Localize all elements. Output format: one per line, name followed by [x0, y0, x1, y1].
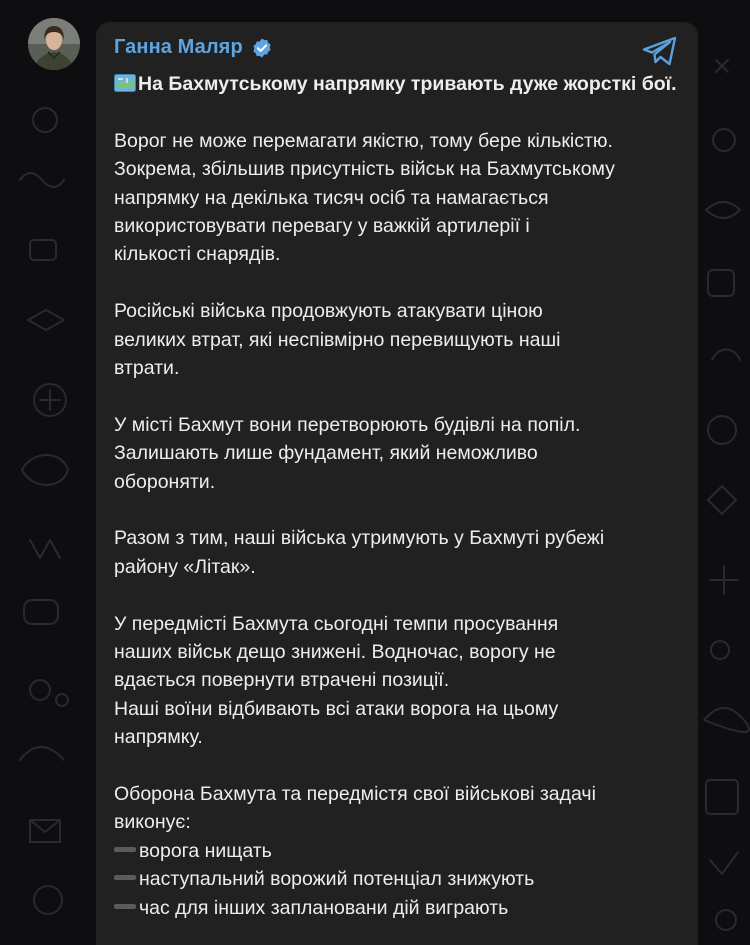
paragraph-2: [114, 297, 688, 382]
author-header: [114, 36, 273, 59]
text-line: втрати.: [114, 357, 180, 380]
text-line: Оборона Бахмута та передмістя свої військові задачі: [114, 783, 596, 806]
text-line: Залишають лише фундамент, який неможливо: [114, 442, 538, 465]
text-line: У передмісті Бахмута сьогодні темпи просування: [114, 612, 559, 635]
paragraph-4: [114, 524, 688, 581]
paragraph-1: [114, 127, 688, 269]
map-flag-emoji: [114, 74, 136, 92]
telegram-share-icon[interactable]: [642, 36, 678, 66]
text-line: великих втрат, які неспівмірно перевищують наші: [114, 328, 561, 351]
dash-emoji: [114, 847, 136, 852]
dash-emoji: [114, 904, 136, 909]
text-line: кількості снарядів.: [114, 243, 281, 266]
bullet-list: [114, 837, 688, 922]
text-line: напрямку на декілька тисяч осіб та намагається: [114, 186, 549, 209]
text-line: вдається повернути втрачені позиції.: [114, 669, 450, 692]
text-line: Ворог не може перемагати якістю, тому бере кількістю.: [114, 129, 613, 152]
text-line: використовувати перевагу у важкій артилерії і: [114, 215, 530, 238]
paragraph-3: [114, 411, 688, 496]
text-line: Російські війська продовжують атакувати ціною: [114, 300, 543, 323]
verified-badge-icon: [251, 37, 273, 59]
text-line: наших військ дещо знижені. Водночас, ворогу не: [114, 641, 556, 664]
text-line: У місті Бахмут вони перетворюють будівлі на попіл.: [114, 413, 581, 436]
profile-photo: [28, 18, 80, 70]
text-line: напрямку.: [114, 726, 203, 749]
text-line: Наші воїни відбивають всі атаки ворога на цьому: [114, 697, 559, 720]
paragraph-5: [114, 610, 688, 752]
paragraph-6: [114, 780, 688, 837]
post-headline: [114, 70, 688, 98]
avatar[interactable]: [28, 18, 80, 70]
dash-emoji: [114, 875, 136, 880]
list-item: час для інших заплановани дій виграють: [114, 897, 508, 919]
text-line: виконує:: [114, 811, 191, 834]
text-line: Зокрема, збільшив присутність військ на Бахмутському: [114, 158, 615, 181]
text-line: Разом з тим, наші війська утримують у Бахмуті рубежі: [114, 527, 605, 550]
message-bubble: [96, 22, 698, 945]
list-item: ворога нищать: [114, 840, 272, 862]
text-line: обороняти.: [114, 470, 216, 493]
headline-text: На Бахмутському напрямку тривають дуже жорсткі бої.: [138, 73, 677, 95]
list-item: наступальний ворожий потенціал знижують: [114, 868, 534, 890]
author-name[interactable]: Ганна Маляр: [114, 36, 243, 58]
text-line: району «Літак».: [114, 555, 256, 578]
post-text: [114, 70, 688, 922]
